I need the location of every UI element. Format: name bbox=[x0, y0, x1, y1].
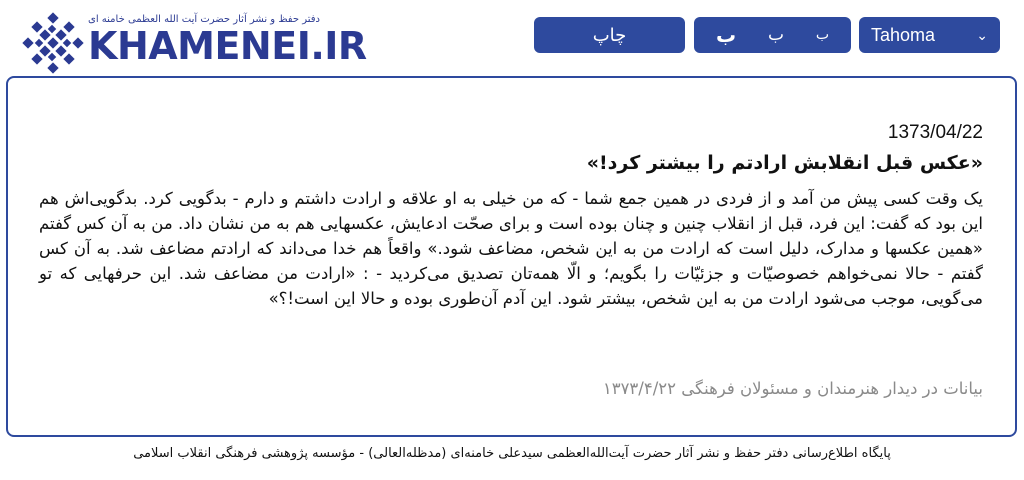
article-panel bbox=[6, 76, 1017, 437]
print-button[interactable] bbox=[534, 17, 685, 53]
chevron-down-icon: ⌄ bbox=[976, 26, 988, 43]
font-size-large-button[interactable]: ب bbox=[715, 23, 737, 47]
font-size-medium-button[interactable]: ب bbox=[767, 25, 784, 45]
site-logo[interactable] bbox=[22, 8, 367, 72]
article-body: یک وقت کسی پیش من آمد و از فردی در همین جمع شما - که من خیلی به او علاقه و ارادت داشتم و دارم - بدگویی کرد. بدگویی‌اش هم این بود که گفت: این فرد، قبل از انقلاب چنین و چنان بوده است و برای صحّت ادعایش، عکسهایی هم به من نشان داد. من به آن کس گفتم «همین عکسها و مدارک، دلیل است که ارادت من به این شخص، مضاعف شود.» واقعاً هم خدا می‌داند که ارادتم مضاعف شد. به آن کس گفتم - حالا نمی‌خواهم خصوصیّات و جزئیّات را بگویم؛ و الّا همه‌تان تصدیق می‌کردید - : «ارادت من مضاعف شد. این حرفهایی که تو می‌گویی، موجب می‌شود ارادت من به این شخص، بیشتر شود. این آدم آن‌طوری بوده و حالا این است!؟» bbox=[39, 189, 983, 308]
logo-wordmark: KHAMENEI.IR bbox=[88, 24, 367, 68]
font-size-controls bbox=[694, 17, 851, 53]
font-size-small-button[interactable]: ب bbox=[815, 27, 830, 43]
footer-text: پایگاه اطلاع‌رسانی دفتر حفظ و نشر آثار حضرت آیت‌الله‌العظمی سیدعلی خامنه‌ای (مدظله‌العالی) - مؤسسه پژوهشی فرهنگی انقلاب اسلامی bbox=[133, 446, 891, 461]
font-family-value: Tahoma bbox=[871, 24, 936, 45]
logo-tagline: دفتر حفظ و نشر آثار حضرت آیت الله العظمی خامنه ای bbox=[88, 14, 320, 25]
article-source: بیانات در دیدار هنرمندان و مسئولان فرهنگی ۱۳۷۳/۴/۲۲ bbox=[602, 379, 983, 398]
article-title: «عکس قبل انقلابش ارادتم را بیشتر کرد!» bbox=[586, 152, 983, 174]
logo-emblem-icon bbox=[22, 12, 84, 74]
font-family-select[interactable] bbox=[859, 17, 1000, 53]
print-button-label: چاپ bbox=[592, 24, 627, 46]
article-date: 1373/04/22 bbox=[887, 122, 983, 143]
